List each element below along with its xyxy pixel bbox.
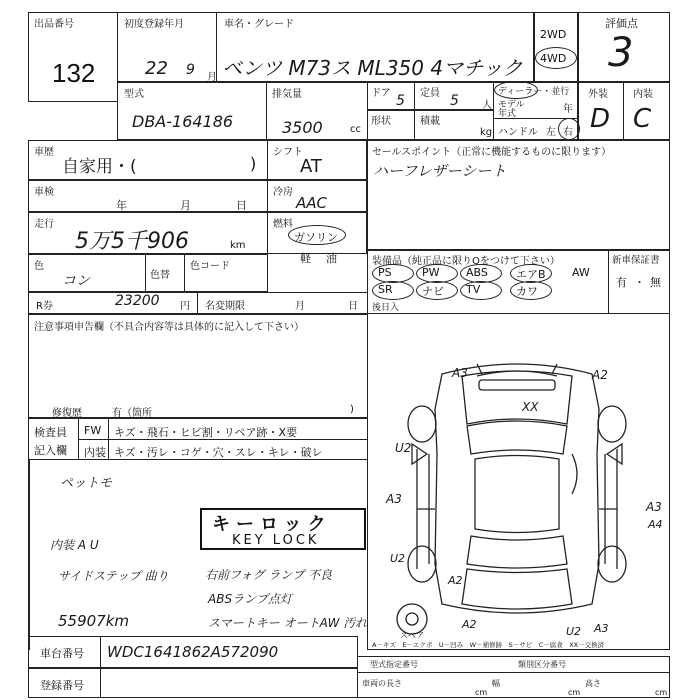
equipment-item: ABS — [466, 266, 488, 279]
equipment-circle — [510, 281, 552, 300]
grade-label: 評価点 — [605, 17, 638, 30]
mark-u2-rear-right: U2 — [566, 625, 582, 638]
dim-height-cm: cm — [655, 688, 668, 697]
handle-right-circle — [558, 118, 580, 140]
sales-label: セールスポイント（正常に機能するものに限ります） — [372, 147, 612, 158]
sales-value: ハーフレザーシート — [373, 162, 507, 180]
ac-label: 冷房 — [273, 187, 293, 198]
keylock-jp: キーロック — [212, 514, 332, 535]
equipment-item: カワ — [516, 285, 538, 298]
mileage-label: 走行 — [34, 219, 54, 230]
inspection-box — [28, 180, 268, 212]
dim-length: 車両の長さ — [362, 679, 402, 688]
recycle-unit: 円 — [180, 301, 190, 312]
shift-label: シフト — [273, 147, 303, 158]
usage-label: 車歴 — [34, 147, 54, 158]
chassis-value: WDC1641862A572090 — [107, 643, 279, 661]
model-year-unit: 年 — [563, 104, 573, 115]
shift-value: AT — [300, 156, 322, 177]
displacement-value: 3500 — [282, 118, 323, 137]
new-car-no: 無 — [650, 276, 661, 289]
color-code-label: 色コード — [190, 261, 230, 272]
mark-a2-rear: A2 — [462, 618, 477, 631]
mileage-value: 5万5千906 — [75, 229, 189, 254]
name-change-month: 月 — [295, 301, 305, 312]
ac-value: AAC — [296, 194, 327, 212]
new-car-sep: ・ — [634, 276, 645, 289]
doors-label: ドア — [371, 88, 391, 99]
usage-close: ) — [250, 154, 257, 173]
recycle-box — [28, 292, 198, 314]
mark-a3-rear-right: A3 — [594, 622, 609, 635]
mark-a3-front-left: A3 — [452, 366, 468, 380]
repair-value: 有（箇所 — [112, 408, 152, 419]
mark-u2-left-rear: U2 — [390, 552, 406, 565]
model-value: DBA-164186 — [132, 112, 234, 131]
dealer-label: ディーラー・並行 — [498, 87, 570, 97]
capacity-value: 5 — [450, 93, 459, 109]
keylock-en: KEY LOCK — [232, 533, 320, 548]
equipment-label: 装備品（純正品に限りOをつけて下さい） — [372, 256, 560, 267]
remark-sidestep: サイドステップ 曲り — [58, 569, 169, 583]
doors-value: 5 — [396, 93, 405, 109]
inspection-label: 車検 — [34, 187, 54, 198]
recycle-value: 23200 — [115, 293, 160, 309]
model-label: 型式 — [124, 89, 144, 100]
inspection-month: 月 — [180, 199, 191, 212]
chassis-divider — [100, 636, 101, 668]
name-change-label: 名変期限 — [205, 301, 245, 312]
inspector-label2: 記入欄 — [34, 444, 67, 457]
equipment-item: SR — [378, 283, 393, 296]
vehicle-value: ベンツ M73ス ML350 4マチック — [222, 56, 523, 80]
equipment-circle — [460, 281, 502, 300]
fuel-label: 燃料 — [273, 219, 293, 230]
remark-pet: ペットモ — [60, 476, 113, 491]
spare-label: スペア — [400, 631, 424, 640]
fw-items: キズ・飛石・ヒビ割・リペア跡・X要 — [114, 426, 298, 439]
dim-width-cm: cm — [568, 688, 581, 697]
grade-value: 3 — [608, 30, 634, 76]
remark-fog: 右前フォグ ランプ 不良 — [205, 568, 333, 582]
dim-length-cm: cm — [475, 688, 488, 697]
fuel-gasoline: ガソリン — [294, 231, 338, 244]
model-year-label2: 年式 — [498, 109, 517, 119]
notes-label: 注意事項申告欄（不具合内容等は具体的に記入して下さい） — [34, 322, 304, 333]
mark-a3-right-door: A3 — [646, 500, 662, 514]
mark-a4-right-door: A4 — [648, 518, 663, 531]
handle-right: 右 — [563, 127, 573, 138]
registration-label: 登録番号 — [40, 679, 84, 692]
exterior-value: D — [590, 104, 611, 134]
recycle-label: R券 — [36, 301, 53, 312]
model-year-label1: モデル — [498, 100, 525, 110]
lot-label: 出品番号 — [34, 19, 74, 30]
repair-label: 修復歴 — [52, 408, 82, 419]
first-reg-month: 9 — [186, 62, 195, 78]
equipment-item: ナビ — [422, 285, 444, 298]
mark-a3-left-door: A3 — [386, 492, 402, 506]
color-value: コン — [62, 273, 90, 289]
repaint-label: 色替 — [150, 270, 170, 281]
designation-label: 型式指定番号 — [370, 660, 418, 669]
load-label: 積載 — [420, 116, 440, 127]
remark-mileage: 55907km — [58, 612, 130, 630]
lot-number: 132 — [52, 58, 96, 88]
interior-value: C — [633, 104, 652, 134]
inner-items: キズ・汚レ・コゲ・穴・スレ・キレ・破レ — [114, 446, 323, 459]
interior-label: 内装 — [633, 89, 653, 100]
legend: A－キズ E－エクボ U－凹み W－補修跡 S－サビ C－腐食 XX－交換済 — [372, 641, 605, 649]
drive-4wd-circle — [535, 47, 577, 69]
registration-divider — [100, 668, 101, 698]
equipment-rear: 後日入 — [372, 303, 400, 313]
equipment-item: PW — [422, 266, 440, 279]
new-car-label: 新車保証書 — [612, 255, 660, 266]
exterior-label: 外装 — [588, 89, 608, 100]
designation-row — [357, 672, 670, 673]
equipment-item: PS — [378, 266, 392, 279]
handle-label: ハンドル — [498, 127, 538, 138]
car-diagram — [367, 314, 670, 650]
remark-smartkey: スマートキー オートAW 汚れ — [208, 616, 368, 630]
equipment-circle — [372, 281, 414, 300]
drive-2wd: 2WD — [540, 28, 567, 41]
first-reg-year: 22 — [145, 58, 168, 79]
mileage-unit: km — [230, 240, 246, 251]
mark-a2-front-right: A2 — [592, 368, 608, 382]
fuel-oil: 油 — [326, 252, 337, 265]
equipment-item: エアB — [516, 268, 546, 281]
dim-width: 幅 — [492, 679, 500, 688]
equipment-item: TV — [466, 283, 481, 296]
load-unit: kg — [480, 127, 493, 138]
new-car-yes: 有 — [616, 276, 627, 289]
fuel-gasoline-circle — [288, 225, 346, 245]
inspection-year: 年 — [116, 199, 127, 212]
outer-left-border — [28, 460, 30, 650]
mark-xx-hood: XX — [522, 400, 539, 414]
mark-u2-left-fender: U2 — [395, 441, 412, 455]
repair-close: ) — [350, 404, 354, 415]
classification-label: 類別区分番号 — [518, 660, 566, 669]
usage-value: 自家用・( — [62, 157, 137, 177]
displacement-unit: cc — [350, 124, 361, 135]
remark-interior: 内装 A U — [50, 538, 99, 552]
inspector-label1: 検査員 — [34, 426, 67, 439]
displacement-label: 排気量 — [272, 89, 302, 100]
fw-divider — [108, 418, 109, 460]
fw-label: FW — [84, 424, 102, 437]
name-change-day: 日 — [348, 301, 358, 312]
inner-label: 内装 — [84, 446, 106, 459]
capacity-unit: 人 — [482, 100, 492, 111]
equipment-item: AW — [572, 266, 590, 279]
equipment-circle — [416, 281, 458, 300]
fuel-light: 軽 — [300, 252, 311, 265]
dim-height: 高さ — [585, 679, 601, 688]
vehicle-label: 車名・グレード — [224, 19, 294, 30]
handle-left: 左 — [546, 127, 556, 138]
color-label: 色 — [34, 261, 44, 272]
remark-abs: ABSランプ点灯 — [208, 592, 293, 606]
first-reg-label: 初度登録年月 — [124, 19, 184, 30]
capacity-label: 定員 — [420, 88, 440, 99]
drive-4wd: 4WD — [540, 52, 567, 65]
shape-label: 形状 — [371, 116, 391, 127]
first-reg-month-unit: 月 — [207, 72, 217, 83]
mark-a2-left-rear: A2 — [448, 574, 463, 587]
inspection-day: 日 — [236, 199, 247, 212]
chassis-label: 車台番号 — [40, 647, 84, 660]
